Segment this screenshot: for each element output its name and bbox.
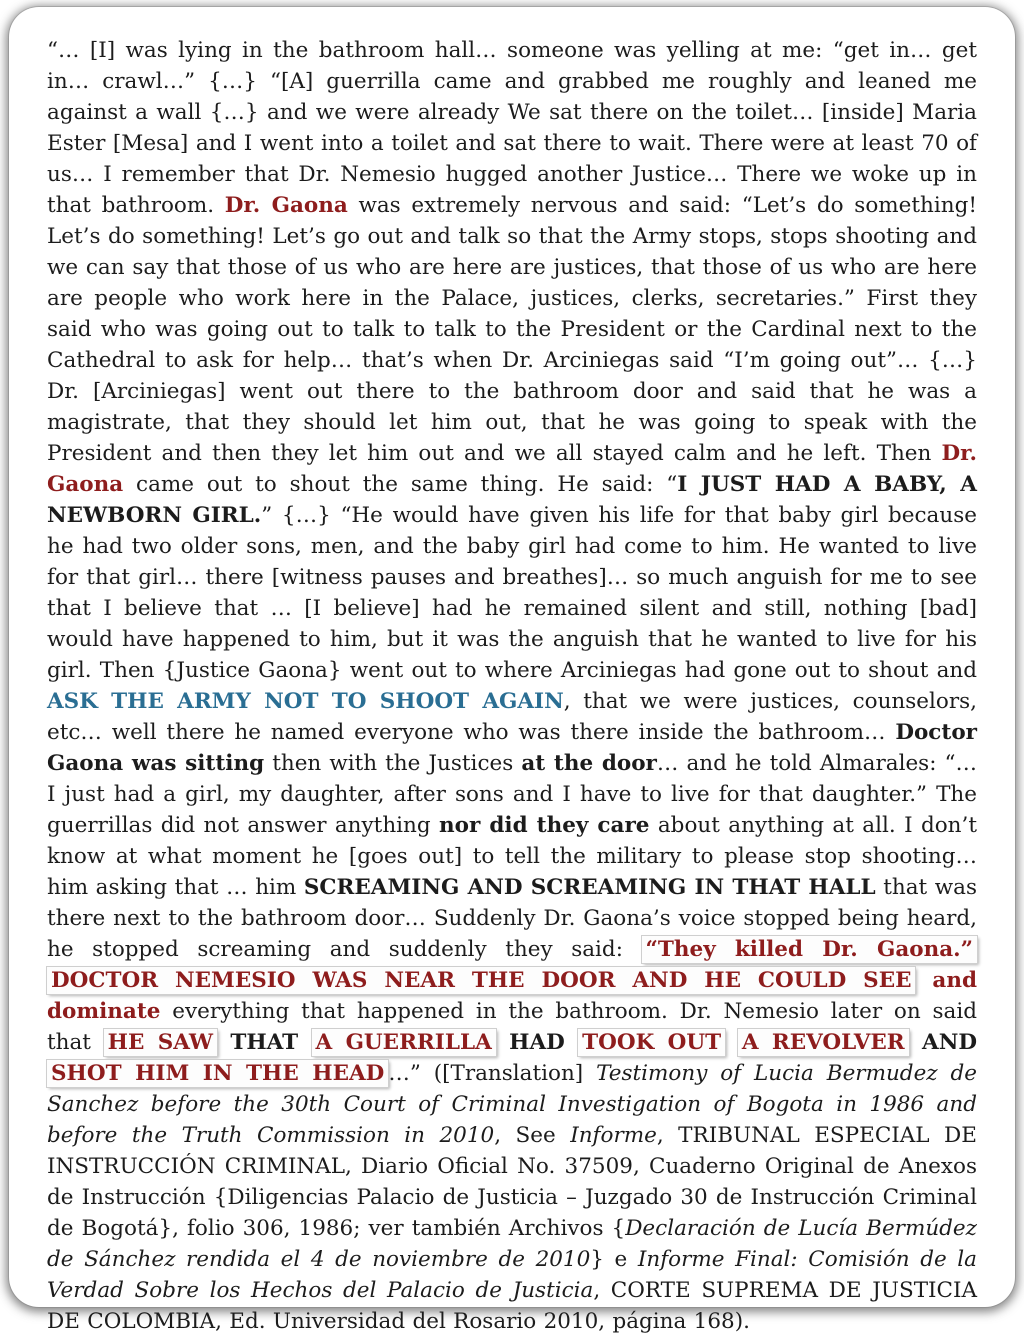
testimony-paragraph (47, 35, 977, 1337)
text-run: , TRIBUNAL ESPECIAL DE INSTRUCCIÓN CRIMINAL, Diario Oficial No. 37509, Cuaderno Original de Anexos de Instrucción {Diligencias Palacio de Justicia – Juzgado 30 de Instrucción Criminal de Bogotá}, folio 306, 1986; ver también Archivos { (47, 1123, 977, 1241)
text-run: that was there next to the bathroom door… Suddenly Dr. Gaona’s voice stopped being heard, he stopped screaming and suddenly they said: (47, 875, 978, 962)
text-run: was extremely nervous and said: “Let’s do something! Let’s do something! Let’s go out and talk so that the Army stops, stops shooting and we can say that those of us who are here are justices, that those of us who are here are people who work here in the Palace, justices, clerks, secretaries.” First they said who was going out to talk to talk to the President or the Cardinal next to the Cathedral to ask for help… that’s when Dr. Arciniegas said “I’m going out”… {…} Dr. [Arciniegas] went out there to the bathroom door and said that he was a magistrate, that they should let him out, that he was going to speak with the President and then they let him out and we all stayed calm and he left. Then (47, 193, 977, 466)
text-run: about anything at all. I don’t know at what moment he [goes out] to tell the military to please stop shooting… him asking that … him (47, 813, 977, 900)
text-run: A GUERRILLA (312, 1029, 496, 1056)
text-run: , See (494, 1123, 571, 1148)
text-run: SHOT HIM IN THE HEAD (47, 1060, 388, 1087)
text-run: Testimony of Lucia Bermudez de Sanchez before the 30th Court of Criminal Investigation of Bogota in 1986 and before the Truth Commission in 2010 (47, 1061, 977, 1148)
text-run: TOOK OUT (578, 1029, 725, 1056)
text-run: THAT (217, 1030, 312, 1055)
text-run: “… [I] was lying in the bathroom hall… someone was yelling at me: “get in… get in… crawl…” {…} “[A] guerrilla came and grabbed me roughly and leaned me against a wall {…} and we were already We sat there on the toilet… [inside] Maria Ester [Mesa] and I went into a toilet and sat there to wait. There were at least 70 of us… I remember that Dr. Nemesio hugged another Justice… There we woke up in that bathroom. (47, 38, 977, 218)
text-run: and dominate (47, 968, 977, 1024)
text-run (725, 1030, 738, 1055)
text-run: everything that happened in the bathroom. Dr. Nemesio later on said that (47, 999, 977, 1055)
text-run: Dr. Gaona (47, 441, 977, 497)
text-run: AND (908, 1030, 977, 1055)
text-run: SCREAMING AND SCREAMING IN THAT HALL (303, 875, 876, 900)
text-run: } e (590, 1247, 638, 1272)
text-run: … and he told Almarales: “… I just had a girl, my daughter, after sons and I have to live for that daughter.” The guerrillas did not answer anything (47, 751, 977, 838)
text-run: A REVOLVER (738, 1029, 909, 1056)
text-run: …” ([Translation] (388, 1061, 597, 1086)
text-run: DOCTOR NEMESIO WAS NEAR THE DOOR AND HE COULD SEE (47, 967, 915, 994)
text-run: at the door (521, 751, 657, 776)
text-run: Informe (570, 1123, 657, 1148)
text-run: I JUST HAD A BABY, A NEWBORN GIRL. (47, 472, 977, 528)
text-run: then with the Justices (264, 751, 522, 776)
text-run: nor did they care (439, 813, 650, 838)
text-run: Informe Final: Comisión de la Verdad Sobre los Hechos del Palacio de Justicia (47, 1247, 977, 1303)
text-run: , that we were justices, counselors, etc… well there he named everyone who was there inside the bathroom… (47, 689, 977, 745)
text-run: “They killed Dr. Gaona.” (642, 936, 978, 963)
text-run: Dr. Gaona (224, 193, 348, 218)
text-run: Declaración de Lucía Bermúdez de Sánchez rendida el 4 de noviembre de 2010 (47, 1216, 977, 1272)
text-run: HAD (495, 1030, 579, 1055)
text-run: HE SAW (104, 1029, 217, 1056)
text-run: , CORTE SUPREMA DE JUSTICIA DE COLOMBIA, Ed. Universidad del Rosario 2010, página 168). (47, 1278, 977, 1334)
text-run: ASK THE ARMY NOT TO SHOOT AGAIN (47, 689, 564, 714)
document-page (9, 7, 1015, 1334)
text-run: came out to shout the same thing. He said: “ (123, 472, 678, 497)
text-run: Doctor Gaona was sitting (47, 720, 977, 776)
text-run: ” {…} “He would have given his life for that baby girl because he had two older sons, men, and the baby girl had come to him. He wanted to live for that girl… there [witness pauses and breathes]… so much anguish for me to see that I believe that … [I believe] had he remained silent and still, nothing [bad] would have happened to him, but it was the anguish that he wanted to live for his girl. Then {Justice Gaona} went out to where Arciniegas had gone out to shout and (47, 503, 977, 683)
